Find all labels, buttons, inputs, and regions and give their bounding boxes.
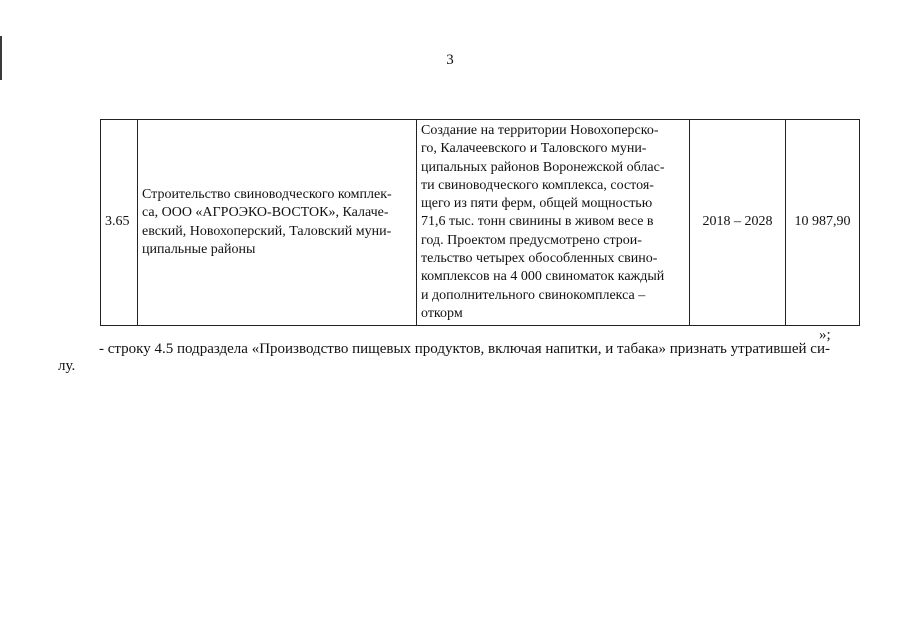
description-line: ти свиноводческого комплекса, состоя- [421,177,654,193]
description-line: 71,6 тыс. тонн свинины в живом весе в [421,214,654,230]
table-row [101,120,860,326]
cost-cell: 10 987,90 [786,120,860,326]
period-cell: 2018 – 2028 [690,120,786,326]
description-line: откорм [421,305,463,321]
row-number-cell: 3.65 [101,120,138,326]
description-line: год. Проектом предусмотрено строи- [421,232,642,248]
project-name-line: Строительство свиноводческого комплек- [142,187,392,203]
project-name-line: евский, Новохоперский, Таловский муни- [142,223,392,239]
description-line: тельство четырех обособленных свино- [421,251,658,267]
amendment-line: - строку 4.5 подраздела «Производство пищевых продуктов, включая напитки, и табака» признать утратившей си- [99,341,830,357]
project-name-line: са, ООО «АГРОЭКО-ВОСТОК», Калаче- [142,205,389,221]
description-line: Создание на территории Новохоперско- [421,123,659,138]
closing-quote: »; [819,327,831,343]
description-line: комплексов на 4 000 свиноматок каждый [421,269,665,285]
project-description-cell [417,120,690,326]
description-line: щего из пяти ферм, общей мощностью [421,196,653,212]
page-number: 3 [446,52,454,68]
amendment-line: лу. [58,358,76,374]
description-line: ципальных районов Воронежской облас- [421,159,665,175]
amendment-paragraph [58,341,858,375]
project-name-cell [138,120,417,326]
description-line: и дополнительного свинокомплекса – [421,287,646,303]
project-table [100,119,860,326]
project-name-line: ципальные районы [142,241,256,257]
description-line: го, Калачеевского и Таловского муни- [421,141,647,157]
